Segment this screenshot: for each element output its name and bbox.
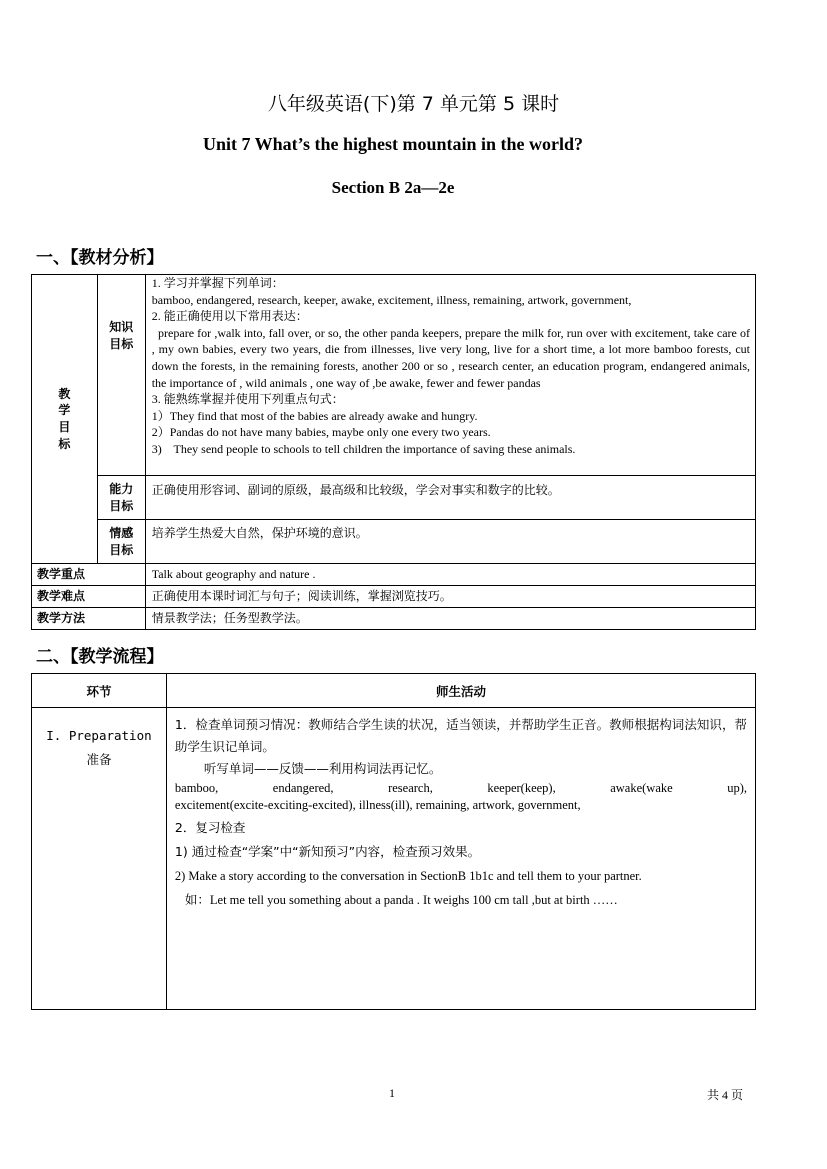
knowledge-line: 1）They find that most of the babies are already awake and hungry. [151, 408, 478, 423]
activity-paragraph: 1) 通过检查“学案”中“新知预习”内容，检查预习效果。 [174, 844, 481, 859]
knowledge-line: 2）Pandas do not have many babies, maybe only one every two years. [151, 425, 491, 440]
unit-title: Unit 7 What’s the highest mountain in the world? [202, 134, 584, 154]
methods-content: 情景教学法；任务型教学法。 [145, 608, 755, 630]
key-points-content: Talk about geography and nature . [145, 564, 755, 586]
knowledge-line: bamboo, endangered, research, keeper, awake, excitement, illness, remaining, artwork, government, [151, 292, 632, 307]
activity-column-header: 师生活动 [166, 674, 755, 708]
knowledge-goal-content [145, 275, 755, 476]
activity-paragraph: 听写单词——反馈——利用构词法再记忆。 [203, 761, 442, 776]
difficulties-content: 正确使用本课时词汇与句子；阅读训练，掌握浏览技巧。 [145, 586, 755, 608]
activity-paragraph: 2．复习检查 [174, 820, 246, 835]
ability-goal-content: 正确使用形容词、副词的原级，最高级和比较级，学会对事实和数字的比较。 [145, 476, 755, 520]
activity-paragraph: 1．检查单词预习情况：教师结合学生读的状况，适当领读，并帮助学生正音。教师根据构词法知识，帮助学生识记单词。 [174, 717, 747, 754]
activity-cell [166, 708, 755, 1010]
stage-column-header: 环节 [32, 674, 167, 708]
key-points-label: 教学重点 [32, 564, 146, 586]
stage-cell [32, 708, 167, 1010]
emotion-goal-label: 情感目标 [97, 520, 145, 564]
methods-label: 教学方法 [32, 608, 146, 630]
process-table [31, 673, 756, 1010]
heading-teaching-process: 二、【教学流程】 [36, 647, 164, 667]
knowledge-line: 3. 能熟练掌握并使用下列重点句式： [151, 392, 344, 407]
difficulties-label: 教学难点 [32, 586, 146, 608]
knowledge-line: prepare for ,walk into, fall over, or so, the other panda keepers, prepare the milk for, run over with excitement, take care of , my own babies, every two years, die from illnesses, live very long, live for a short time, a lot more bamboo forests, cut down the forests, in the remaining forests, another 200 or so , research center, an education program, endangered animals, the importance of , wild animals , one way of ,be awake, fewer and fewer pandas [151, 325, 754, 390]
activity-paragraph: excitement(excite-exciting-excited), illness(ill), remaining, artwork, government, [174, 798, 581, 812]
activity-paragraph: 如：Let me tell you something about a panda . It weighs 100 cm tall ,but at birth …… [184, 893, 618, 907]
teaching-goals-label: 教学目标 [32, 275, 98, 564]
ability-goal-label: 能力目标 [97, 476, 145, 520]
activity-paragraph: 2) Make a story according to the conversation in SectionB 1b1c and tell them to your partner. [174, 869, 642, 883]
activity-paragraph: bamboo, endangered, research, keeper(keep), awake(wake up), [174, 781, 747, 795]
knowledge-goal-label: 知识目标 [97, 275, 145, 476]
stage-name-cn: 准备 [86, 752, 112, 767]
knowledge-line: 1. 学习并掌握下列单词： [151, 276, 284, 290]
knowledge-line: 3) They send people to schools to tell children the importance of saving these animals. [151, 441, 576, 456]
knowledge-line: 2. 能正确使用以下常用表达： [151, 309, 308, 324]
section-title: Section B 2a—2e [331, 178, 455, 197]
page-title: 八年级英语(下)第 7 单元第 5 课时 [267, 93, 560, 115]
total-pages: 共 4 页 [707, 1088, 744, 1102]
objectives-table [31, 274, 756, 630]
emotion-goal-content: 培养学生热爱大自然，保护环境的意识。 [145, 520, 755, 564]
heading-material-analysis: 一、【教材分析】 [36, 248, 164, 268]
page-number: 1 [389, 1086, 395, 1100]
stage-name-en: I. Preparation [46, 728, 152, 743]
